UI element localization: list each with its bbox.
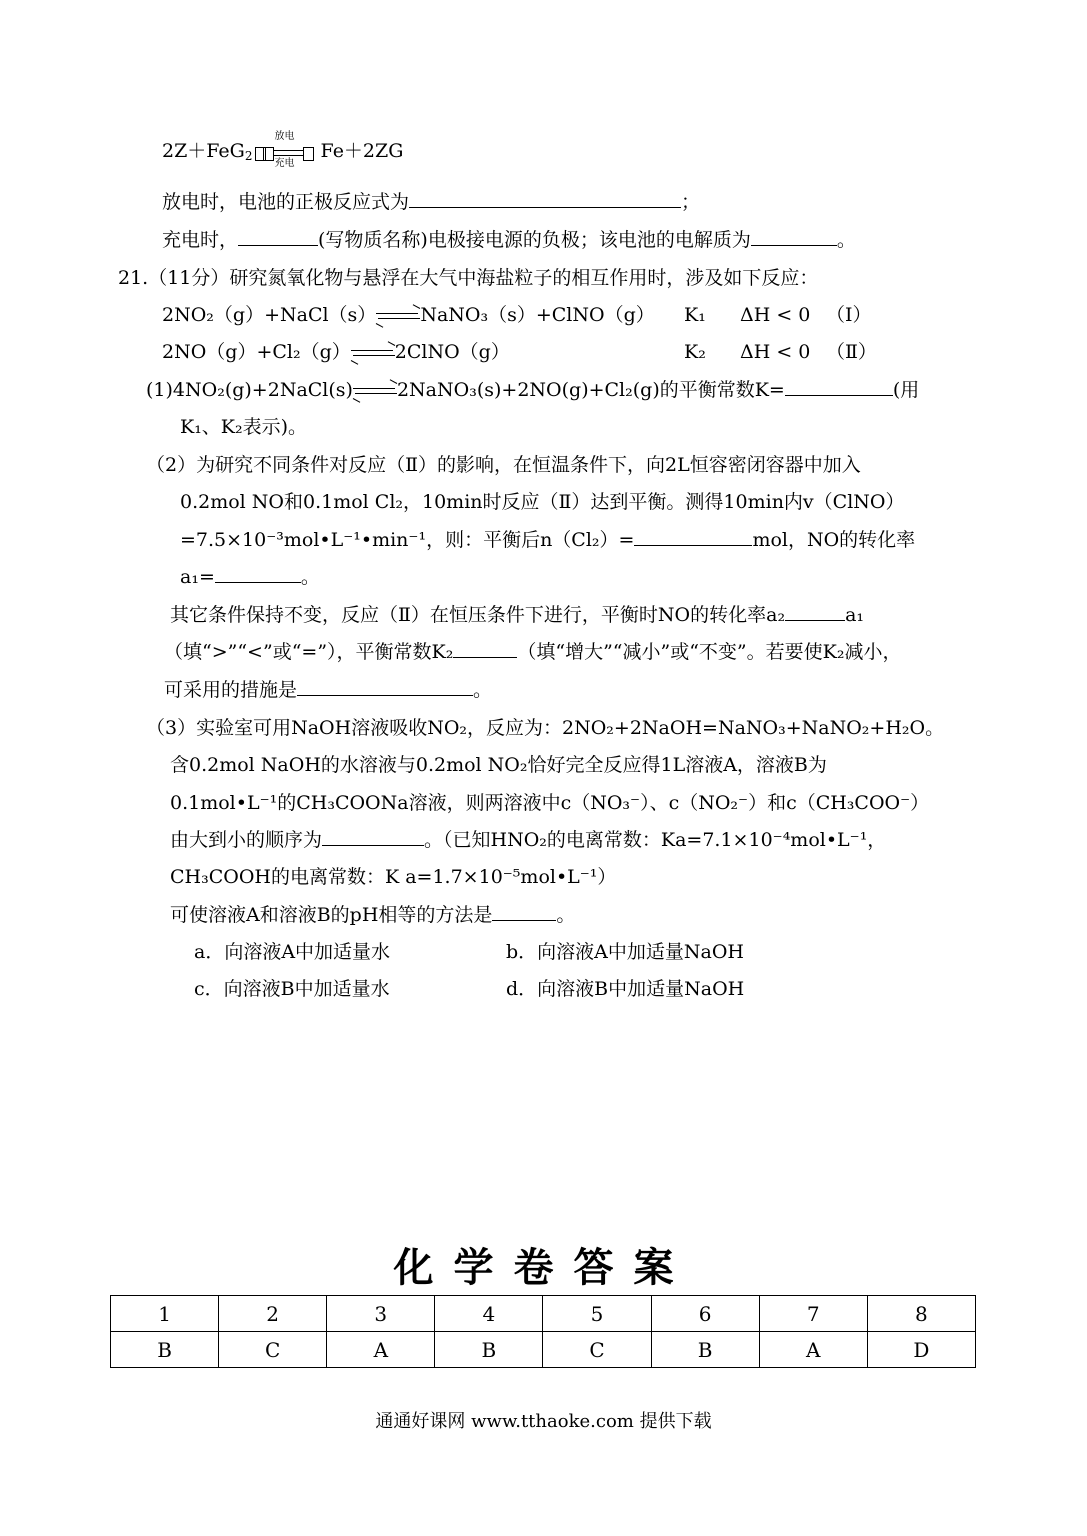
- charge-label: 充电: [274, 158, 295, 169]
- part3-b: 含0.2mol NaOH的水溶液与0.2mol NO₂恰好完全反应得1L溶液A，溶液B为: [170, 754, 827, 776]
- part3-line6: [170, 902, 575, 928]
- part1-line1: [146, 377, 919, 403]
- footer-text: 通通好课网 www.tthaoke.com 提供下载: [375, 1411, 712, 1432]
- answer-blank[interactable]: [322, 827, 424, 846]
- part3-f2: 。: [556, 904, 576, 926]
- part3-d2: 。（已知HNO₂的电离常数：Ka=7.1×10⁻⁴mol•L⁻¹，: [424, 829, 887, 851]
- answer-blank[interactable]: [785, 377, 893, 396]
- battery-question-1: [162, 189, 700, 215]
- part2-b: 0.2mol NO和0.1mol Cl₂，10min时反应（Ⅱ）达到平衡。测得10min内v（ClNO）: [180, 491, 905, 513]
- answer-letter: B: [111, 1332, 219, 1368]
- part2-line4: [180, 564, 320, 590]
- part3-line1: [146, 715, 944, 741]
- k2-label: K₂: [684, 341, 706, 363]
- question-number: 1: [111, 1296, 219, 1332]
- reaction-2: [162, 339, 510, 365]
- reaction-1-dh: [740, 302, 810, 328]
- part1-d: K₁、K₂表示)。: [180, 416, 308, 438]
- answer-letter: D: [867, 1332, 975, 1368]
- question-number: 5: [543, 1296, 651, 1332]
- option-b-text: b．向溶液A中加适量NaOH: [506, 941, 744, 963]
- part3-d1: 由大到小的顺序为: [170, 829, 323, 851]
- q21-intro-text: 21.（11分）研究氮氧化物与悬浮在大气中海盐粒子的相互作用时，涉及如下反应：: [118, 267, 819, 289]
- answer-blank[interactable]: [634, 527, 752, 546]
- part2-line1: [146, 452, 861, 478]
- part1-c: (用: [892, 379, 920, 401]
- battery-q2-a: 充电时，: [162, 229, 239, 251]
- part2-d1: a₁=: [180, 566, 215, 588]
- part3-e: CH₃COOH的电离常数：K a=1.7×10⁻⁵mol•L⁻¹）: [170, 866, 617, 888]
- answer-title: 化学卷答案: [393, 1245, 694, 1291]
- part1-a: (1)4NO₂(g)+2NaCl(s): [146, 379, 353, 401]
- answer-blank[interactable]: [409, 189, 681, 208]
- equation-right: Fe＋2ZG: [320, 140, 404, 162]
- question-number: 6: [651, 1296, 759, 1332]
- option-a: [194, 939, 390, 965]
- answer-letter: B: [435, 1332, 543, 1368]
- question-number: 7: [759, 1296, 867, 1332]
- equation-left: 2Z＋FeG: [162, 140, 245, 162]
- part2-c2: mol，NO的转化率: [752, 529, 916, 551]
- answer-letter: C: [219, 1332, 327, 1368]
- part3-line2: [170, 752, 827, 778]
- question-number: 2: [219, 1296, 327, 1332]
- question-number: 3: [327, 1296, 435, 1332]
- option-c-text: c．向溶液B中加适量水: [194, 978, 390, 1000]
- part2-d2: 。: [300, 566, 320, 588]
- part1-line2: [180, 414, 307, 440]
- option-d: [506, 976, 744, 1002]
- reaction-2-num: （Ⅱ）: [826, 341, 877, 363]
- option-a-text: a．向溶液A中加适量水: [194, 941, 391, 963]
- equilibrium-arrow-icon: [353, 384, 397, 398]
- battery-q2-end: 。: [836, 229, 856, 251]
- reaction-2-right: 2ClNO（g）: [394, 341, 510, 363]
- dh2-label: ΔH < 0: [740, 341, 811, 363]
- reaction-2-number: [826, 339, 877, 365]
- option-c: [194, 976, 390, 1002]
- part2-g2: 。: [473, 679, 493, 701]
- part2-a: （2）为研究不同条件对反应（Ⅱ）的影响，在恒温条件下，向2L恒容密闭容器中加入: [146, 454, 861, 476]
- table-row: [111, 1332, 976, 1368]
- answer-blank[interactable]: [492, 902, 556, 921]
- part2-f1: （填“>”“<”或“=”），平衡常数K₂: [164, 641, 454, 663]
- reaction-2-left: 2NO（g）+Cl₂（g）: [162, 341, 351, 363]
- question-number: 4: [435, 1296, 543, 1332]
- part3-line4: [170, 827, 886, 853]
- dh1-label: ΔH < 0: [740, 304, 811, 326]
- reaction-1: [162, 302, 655, 328]
- equilibrium-arrow-icon: [351, 346, 395, 360]
- answer-blank[interactable]: [238, 227, 318, 246]
- part3-a: （3）实验室可用NaOH溶液吸收NO₂，反应为：2NO₂+2NaOH=NaNO₃+NaNO₂+H₂O。: [146, 717, 945, 739]
- answer-table: [110, 1295, 976, 1368]
- part3-f1: 可使溶液A和溶液B的pH相等的方法是: [170, 904, 493, 926]
- part2-line3: [180, 527, 915, 553]
- answer-blank[interactable]: [785, 602, 845, 621]
- part3-line3: [170, 790, 929, 816]
- part2-e1: 其它条件保持不变，反应（Ⅱ）在恒压条件下进行，平衡时NO的转化率a₂: [170, 604, 786, 626]
- part3-line5: [170, 864, 616, 890]
- part2-g1: 可采用的措施是: [164, 679, 298, 701]
- discharge-label: 放电: [274, 131, 295, 142]
- battery-q1-end: ；: [681, 191, 701, 213]
- battery-question-2: [162, 227, 856, 253]
- battery-equation: [162, 131, 404, 169]
- answer-blank[interactable]: [215, 564, 301, 583]
- reaction-1-k: [684, 302, 706, 328]
- reaction-1-left: 2NO₂（g）+NaCl（s）: [162, 304, 377, 326]
- k1-label: K₁: [684, 304, 706, 326]
- answer-letter: A: [759, 1332, 867, 1368]
- answer-blank[interactable]: [453, 639, 517, 658]
- part2-line7: [164, 677, 492, 703]
- reaction-1-right: NaNO₃（s）+ClNO（g）: [420, 304, 655, 326]
- equation-left-sub: 2: [244, 149, 253, 163]
- answer-blank[interactable]: [297, 677, 473, 696]
- option-d-text: d．向溶液B中加适量NaOH: [506, 978, 745, 1000]
- part1-b: 2NaNO₃(s)+2NO(g)+Cl₂(g)的平衡常数K=: [396, 379, 785, 401]
- battery-q2-b: (写物质名称)电极接电源的负极；该电池的电解质为: [318, 229, 751, 251]
- reaction-2-k: [684, 339, 706, 365]
- equilibrium-arrow-icon: [376, 309, 420, 323]
- part2-f2: （填“增大”“减小”或“不变”。若要使K₂减小，: [517, 641, 902, 663]
- part2-c1: =7.5×10⁻³mol•L⁻¹•min⁻¹，则：平衡后n（Cl₂）=: [180, 529, 635, 551]
- table-row: [111, 1296, 976, 1332]
- answer-letter: A: [327, 1332, 435, 1368]
- part2-line2: [180, 489, 905, 515]
- reaction-1-number: [826, 302, 872, 328]
- battery-q1-text: 放电时，电池的正极反应式为: [162, 191, 410, 213]
- charge-discharge-arrow: [253, 131, 315, 169]
- part2-line5: [170, 602, 864, 628]
- q21-intro: [118, 265, 818, 291]
- question-number: 8: [867, 1296, 975, 1332]
- answer-letter: C: [543, 1332, 651, 1368]
- part2-line6: [164, 639, 901, 665]
- option-b: [506, 939, 744, 965]
- reaction-2-dh: [740, 339, 810, 365]
- reaction-1-num: （Ⅰ）: [826, 304, 872, 326]
- part3-c: 0.1mol•L⁻¹的CH₃COONa溶液，则两溶液中c（NO₃⁻）、c（NO₂⁻）和c（CH₃COO⁻）: [170, 792, 930, 814]
- answer-blank[interactable]: [751, 227, 837, 246]
- part2-e2: a₁: [845, 604, 865, 626]
- answer-letter: B: [651, 1332, 759, 1368]
